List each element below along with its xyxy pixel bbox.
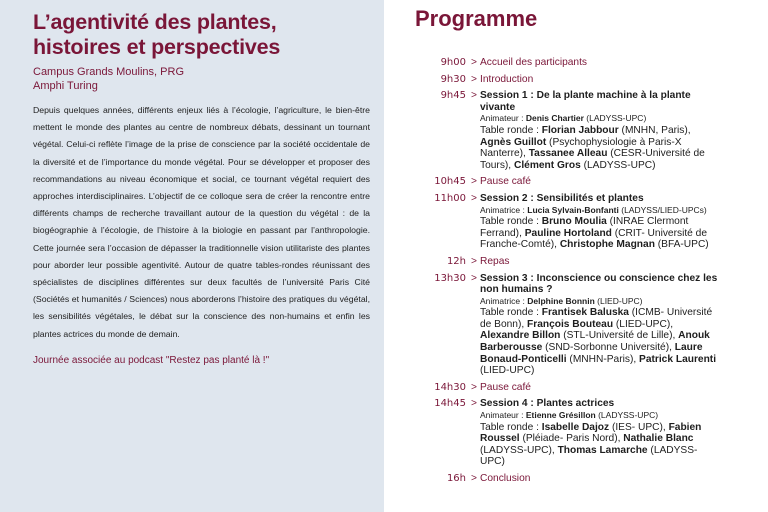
speaker-name: Fabien Roussel — [480, 421, 702, 445]
session-title: Session 1 : De la plante machine à la plante vivante — [480, 90, 691, 113]
chevron-right-icon: > — [471, 192, 477, 204]
item-label: Introduction — [480, 73, 534, 85]
session-title: Session 3 : Inconscience ou conscience chez les non humains ? — [480, 272, 718, 296]
speaker-name: François Bouteau — [527, 318, 614, 330]
session-animator: Animatrice : Lucia Sylvain-Bonfanti (LADYSS/LIED-UPCs) — [480, 204, 707, 215]
speaker-name: Pauline Hortoland — [524, 227, 612, 239]
item-time: 14h45 — [434, 398, 466, 410]
chevron-right-icon: > — [471, 57, 477, 68]
event-title-line1: L’agentivité des plantes, — [33, 10, 277, 34]
item-label: Accueil des participants — [480, 57, 588, 68]
session-title: Session 2 : Sensibilités et plantes — [480, 192, 644, 204]
round-table: Table ronde : Florian Jabbour (MNHN, Paris), Agnès Guillot (Psychophysiologie à Paris-X Nanterre), Tassanee Alleau (CESR-Université de Tours), Clément Gros (LADYSS-UPC) — [480, 124, 705, 171]
speaker-name: Nathalie Blanc — [623, 433, 694, 445]
session-content — [480, 90, 718, 171]
speaker-name: Patrick Laurenti — [639, 353, 717, 365]
schedule-session — [415, 90, 768, 171]
chevron-right-icon: > — [471, 381, 477, 393]
speaker-name: Frantisek Baluska — [541, 307, 629, 319]
round-table: Table ronde : Frantisek Baluska (ICMB- Université de Bonn), François Bouteau (LIED-UPC), Alexandre Billon (STL-Université de Lille), Anouk Barberousse (SND-Sorbonne Université), Laure Bonaud-Ponticelli (MNHN-Paris), Patrick Laurenti (LIED-UPC) — [480, 307, 717, 377]
speaker-name: Agnès Guillot — [480, 136, 547, 148]
item-time: 16h — [446, 473, 466, 484]
session-animator: Animatrice : Delphine Bonnin (LIED-UPC) — [480, 295, 643, 306]
speaker-name: Isabelle Dajoz — [541, 421, 610, 433]
item-label: Repas — [480, 255, 510, 267]
chevron-right-icon: > — [471, 255, 477, 267]
animator-name: Lucia Sylvain-Bonfanti — [527, 204, 619, 215]
speaker-name: Anouk Barberousse — [480, 330, 710, 354]
schedule-session — [415, 398, 768, 468]
schedule — [415, 57, 768, 485]
chevron-right-icon: > — [471, 90, 477, 102]
programme-title: Programme — [415, 6, 538, 31]
speaker-name: Christophe Magnan — [559, 239, 655, 251]
item-time: 9h45 — [440, 90, 466, 102]
animator-name: Etienne Grésillon — [525, 410, 596, 421]
session-animator: Animateur : Denis Chartier (LADYSS-UPC) — [480, 113, 647, 124]
chevron-right-icon: > — [471, 473, 477, 484]
speaker-name: Florian Jabbour — [541, 124, 619, 136]
item-label: Pause café — [480, 381, 531, 393]
item-time: 9h00 — [440, 57, 466, 68]
item-label: Pause café — [480, 176, 531, 188]
location-room: Amphi Turing — [33, 79, 98, 92]
item-time: 10h45 — [434, 176, 466, 188]
animator-name: Delphine Bonnin — [527, 295, 595, 306]
item-time: 11h00 — [434, 192, 466, 204]
animator-name: Denis Chartier — [525, 113, 584, 124]
round-table: Table ronde : Isabelle Dajoz (IES- UPC), Fabien Roussel (Pléiade- Paris Nord), Nathalie Blanc (LADYSS-UPC), Thomas Lamarche (LADYSS-UPC) — [480, 421, 702, 468]
chevron-right-icon: > — [471, 73, 477, 85]
session-animator: Animateur : Etienne Grésillon (LADYSS-UPC) — [480, 410, 659, 421]
item-time: 12h — [446, 255, 466, 267]
podcast-note: Journée associée au podcast "Restez pas planté là !" — [33, 354, 270, 366]
session-content — [480, 398, 718, 468]
schedule-session — [415, 193, 768, 251]
speaker-name: Alexandre Billon — [480, 330, 561, 342]
schedule-item — [415, 473, 768, 485]
speaker-name: Bruno Moulia — [541, 216, 607, 228]
event-title — [33, 10, 370, 60]
schedule-item — [415, 74, 768, 86]
speaker-name: Laure Bonaud-Ponticelli — [480, 342, 703, 365]
event-location — [33, 66, 370, 93]
item-time: 9h30 — [440, 73, 466, 85]
programme-panel — [384, 0, 768, 512]
session-title: Session 4 : Plantes actrices — [480, 398, 615, 410]
item-time: 13h30 — [434, 272, 466, 284]
session-content — [480, 193, 718, 251]
schedule-item — [415, 176, 768, 188]
chevron-right-icon: > — [471, 176, 477, 188]
chevron-right-icon: > — [471, 272, 477, 284]
schedule-item — [415, 256, 768, 268]
event-title-line2: histoires et perspectives — [33, 35, 281, 59]
speaker-name: Tassanee Alleau — [528, 148, 608, 160]
chevron-right-icon: > — [471, 398, 477, 410]
schedule-item — [415, 382, 768, 394]
session-content — [480, 273, 718, 377]
item-label: Conclusion — [480, 473, 531, 484]
item-time: 14h30 — [434, 381, 466, 393]
schedule-item — [415, 57, 768, 69]
round-table: Table ronde : Bruno Moulia (INRAE Clermont Ferrand), Pauline Hortoland (CRIT- Université de Franche-Comté), Christophe Magnan (BFA-UPC) — [480, 216, 709, 251]
event-description: Depuis quelques années, différents enjeux liés à l’écologie, l’agriculture, le bien-être mettent le monde des plantes au centre de nombreux débats, dessinant un tournant végétal. Celui-ci reflète l’image de la prise de conscience par la société occidentale de la diversité et de l’importance du monde végétal. Pour se développer et proposer des recommandations au niveau économique et social, ce tournant végétal requiert des approches interdisciplinaires. L’objectif de ce colloque sera de créer la rencontre entre différents champs de recherche travaillant autour de la question du végétal : de la biogéographie à l’écologie, de l’histoire à la biologie en passant par l’anthropologie. Cette journée sera l’occasion de dépasser la traditionnelle vision utilitariste des plantes pour aborder leur possible agentivité. Autour de quatre tables-rondes réunissant des spécialistes de disciplines différentes sur deux facultés de l’université Paris Cité (Sociétés et humanités / Sciences) nous aborderons l’histoire des pratiques du végétal, les sensibilités végétales, le débat sur la conscience des non-humains et enfin les plantes actrices du monde de demain. — [33, 105, 370, 339]
speaker-name: Thomas Lamarche — [557, 444, 648, 456]
speaker-name: Clément Gros — [513, 159, 581, 171]
location-campus: Campus Grands Moulins, PRG — [33, 66, 184, 78]
schedule-session — [415, 273, 768, 377]
